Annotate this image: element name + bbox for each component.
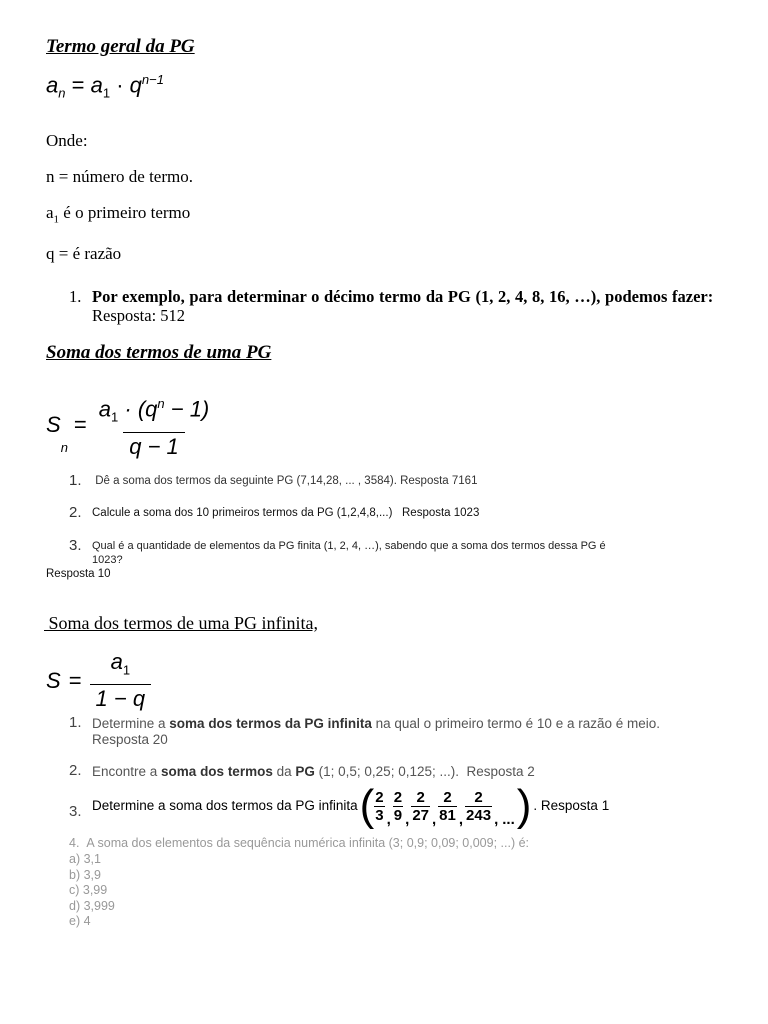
formula-soma-infinita [46,648,151,713]
fraction-numerator: 2 [474,788,483,806]
formula-numerator [93,390,215,432]
formula-exponent: n−1 [141,72,164,87]
section-heading-soma-pg: Soma dos termos de uma PG [46,342,272,363]
text-segment: na qual o primeiro termo é 10 e a razão é meio. [371,716,660,731]
fraction [438,789,457,824]
fraction-separator: , [432,811,437,828]
fraction-denominator: 243 [466,806,492,824]
formula-equals-3: = [68,667,82,693]
definition-a1-subscript: 1 [53,213,60,226]
answer-option: b) 3,9 [69,867,101,882]
exercise-number: 3. [69,803,82,820]
exercise-answer: . Resposta 1 [533,798,610,813]
fraction-separator: , [458,811,464,828]
fraction-numerator: 2 [443,788,452,806]
bold-text: soma dos termos [161,764,273,779]
exercise-number: 1. [69,472,82,489]
example-number: 1. [69,287,82,306]
exercise-number: 1. [69,714,82,731]
formula-numerator-infinite [105,648,136,684]
exercise-text-continued: 1023? [92,554,123,566]
fraction-separator: , [386,811,391,828]
formula-inf-a: a [110,649,123,674]
answer-option: c) 3,99 [69,883,108,897]
ellipsis: ... [502,811,515,828]
bold-text: soma dos termos da PG infinita [169,716,372,731]
fraction [393,789,403,824]
formula-fraction [93,390,215,461]
exercise-number: 2. [69,504,82,521]
exercise-text [92,716,732,732]
open-parenthesis: ( [359,781,375,830]
example-question: Por exemplo, para determinar o décimo termo da PG (1, 2, 4, 8, 16, …), podemos fazer: [92,287,714,306]
definition-n: n = número de termo. [46,167,193,186]
exercise-text-before: Determine a soma dos termos da PG infinita [92,798,358,813]
fraction [411,789,430,824]
fraction [465,789,492,824]
formula-num-a-subscript: 1 [111,409,119,425]
formula-S-subscript: n [60,439,68,455]
formula-num-rest1: · (q [118,396,158,422]
definition-q: q = é razão [46,244,122,263]
fraction-denominator: 3 [375,806,384,824]
fraction-numerator: 2 [416,788,425,806]
definition-a1-base: a [46,203,54,222]
exercise-text: Calcule a soma dos 10 primeiros termos da PG (1,2,4,8,...) Resposta 1023 [92,507,480,519]
exercise-number: 3. [69,537,82,554]
formula-denominator: q − 1 [123,432,185,461]
exercise-4 [69,836,529,852]
definition-a1 [46,203,190,225]
fraction-separator: , [405,811,410,828]
formula-equals-2: = [73,412,87,438]
fraction-denominator: 9 [393,806,403,824]
close-parenthesis: ) [516,781,532,830]
formula-equals: = [71,72,85,98]
formula-q: q [129,72,142,98]
formula-soma-pg [46,390,215,461]
formula-a1-subscript: 1 [102,85,111,101]
fraction-numerator: 2 [393,788,403,806]
fraction-sequence [359,781,532,830]
exercise-text [92,782,609,830]
answer-option: a) 3,1 [69,852,101,866]
exercise-answer: Resposta 20 [92,732,168,747]
answer-options [69,852,115,930]
section-heading-termo-geral: Termo geral da PG [46,36,195,57]
formula-num-exponent: n [157,396,165,411]
exercise-text: Qual é a quantidade de elementos da PG finita (1, 2, 4, …), sabendo que a soma dos termos dessa PG é [92,540,606,552]
exercise-text: Dê a soma dos termos da seguinte PG (7,14,28, ... , 3584). Resposta 7161 [92,475,478,487]
exercise-number: 4. [69,836,80,850]
example-text [92,287,722,325]
formula-n-subscript: n [58,85,66,101]
formula-a1: a [90,72,103,98]
resposta-10: Resposta 10 [46,568,111,580]
onde-label: Onde: [46,131,88,150]
fraction-numerator: 2 [375,788,384,806]
answer-option: e) 4 [69,914,91,928]
answer-option: d) 3,999 [69,898,115,913]
definition-a1-text: é o primeiro termo [59,203,191,222]
text-segment: Determine a [92,716,170,731]
bold-text: PG [295,764,315,779]
fraction-denominator: 27 [412,806,429,824]
exercise-text: A soma dos elementos da sequência numérica infinita (3; 0,9; 0,09; 0,009; ...) é: [86,836,530,850]
formula-S-infinite: S [46,667,61,693]
formula-S: S [46,412,61,438]
fraction-denominator: 81 [439,806,456,824]
text-segment: Encontre a [92,764,162,779]
formula-termo-geral [46,72,164,101]
exercise-number: 2. [69,762,82,779]
formula-num-a: a [98,396,112,422]
formula-inf-a-subscript: 1 [122,662,131,678]
section-heading-pg-infinita: Soma dos termos de uma PG infinita, [44,613,318,633]
example-answer: Resposta: 512 [92,306,186,325]
formula-a: a [46,72,59,98]
exercise-text [92,764,535,780]
fraction-separator: , [494,811,499,828]
formula-denominator-infinite: 1 − q [90,684,152,713]
formula-dot: · [116,72,124,98]
fraction [374,789,384,824]
formula-fraction-infinite [90,648,152,713]
formula-num-rest2: − 1) [164,396,210,422]
text-segment: (1; 0,5; 0,25; 0,125; ...). Resposta 2 [314,764,535,779]
text-segment: da [272,764,296,779]
